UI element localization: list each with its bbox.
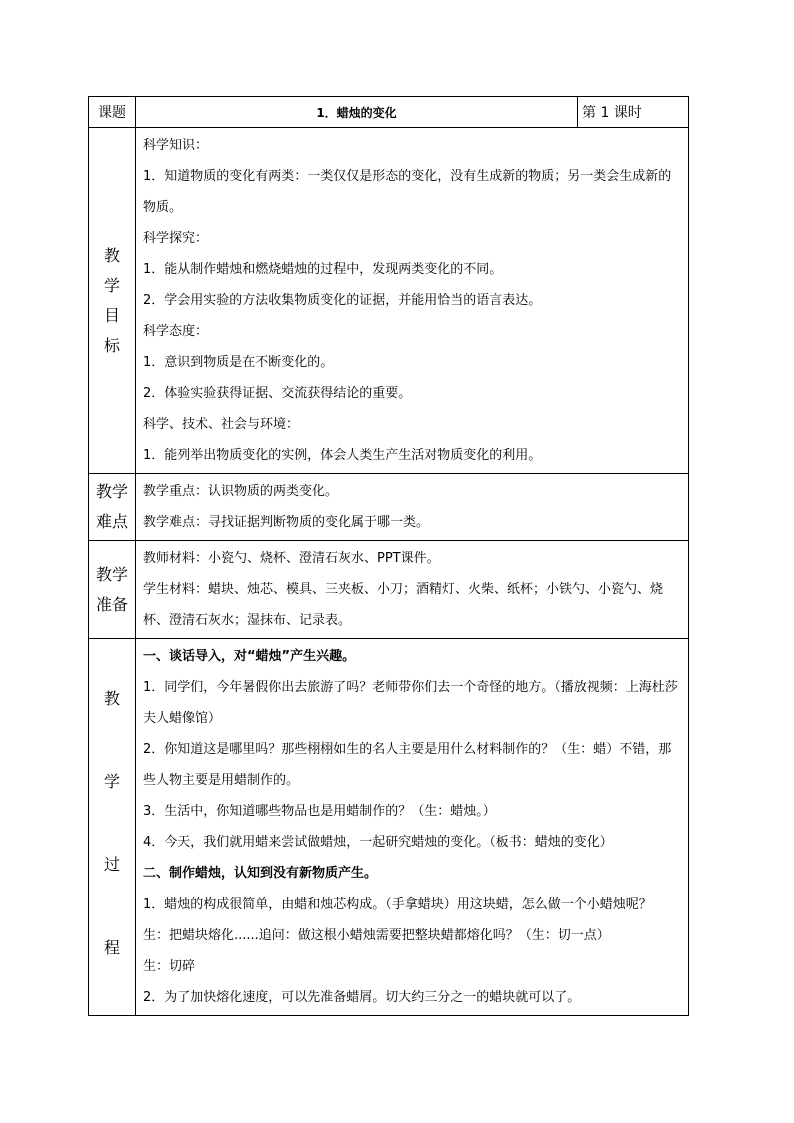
label-char: 程 [103, 938, 120, 957]
objectives-content [136, 128, 689, 474]
process-line: 2．为了加快熔化速度，可以先准备蜡屑。切大约三分之一的蜡块就可以了。 [143, 990, 581, 1005]
objective-line: 2．体验实验获得证据、交流获得结论的重要。 [143, 386, 412, 401]
header-row [89, 97, 689, 128]
process-line: 生：把蜡块熔化......追问：做这根小蜡烛需要把整块蜡都熔化吗？（生：切一点） [143, 928, 610, 943]
key-point-line: 教学难点：寻找证据判断物质的变化属于哪一类。 [143, 515, 430, 530]
preparation-row [89, 541, 689, 639]
key-points-label [89, 474, 136, 541]
process-line: 1．蜡烛的构成很简单，由蜡和烛芯构成。（手拿蜡块）用这块蜡，怎么做一个小蜡烛呢？ [143, 897, 652, 912]
process-line: 3．生活中，你知道哪些物品也是用蜡制作的？（生：蜡烛。） [143, 804, 496, 819]
objectives-row [89, 128, 689, 474]
objective-line: 科学、技术、社会与环境： [143, 417, 300, 432]
objectives-label [89, 128, 136, 474]
label-line: 教学 [95, 482, 128, 501]
label-line: 准备 [95, 594, 128, 614]
process-line: 2．你知道这是哪里吗？那些栩栩如生的名人主要是用什么材料制作的？（生：蜡）不错，那些人物主要是用蜡制作的。 [143, 742, 672, 788]
label-char: 教 [103, 689, 120, 708]
preparation-label [89, 541, 136, 639]
process-line: 生：切碎 [143, 959, 196, 974]
label-line: 教学 [95, 564, 128, 584]
objective-line: 1．知道物质的变化有两类：一类仅仅是形态的变化，没有生成新的物质；另一类会生成新的物质。 [143, 169, 672, 215]
objective-line: 1．意识到物质是在不断变化的。 [143, 355, 334, 370]
process-label [89, 639, 136, 1016]
objective-line: 2．学会用实验的方法收集物质变化的证据，并能用恰当的语言表达。 [143, 293, 542, 308]
label-line: 难点 [95, 512, 128, 531]
objective-line: 1．能从制作蜡烛和燃烧蜡烛的过程中，发现两类变化的不同。 [143, 262, 503, 277]
process-row [89, 639, 689, 1016]
process-content [136, 639, 689, 1016]
key-point-line: 教学重点：认识物质的两类变化。 [143, 484, 339, 499]
label-char: 学 [103, 772, 120, 791]
lesson-title: 1．蜡烛的变化 [136, 97, 578, 128]
objective-line: 科学知识： [143, 138, 209, 153]
preparation-line: 教师材料：小瓷勺、烧杯、澄清石灰水、PPT课件。 [143, 551, 440, 566]
objective-line: 1．能列举出物质变化的实例，体会人类生产生活对物质变化的利用。 [143, 448, 542, 463]
process-line: 4．今天，我们就用蜡来尝试做蜡烛，一起研究蜡烛的变化。（板书：蜡烛的变化） [143, 835, 613, 850]
process-section-heading: 一、谈话导入，对“蜡烛”产生兴趣。 [143, 649, 356, 664]
preparation-line: 学生材料：蜡块、烛芯、模具、三夹板、小刀；酒精灯、火柴、纸杯；小铁勺、小瓷勺、烧杯、澄清石灰水；湿抹布、记录表。 [143, 582, 664, 628]
label-char: 过 [103, 855, 120, 874]
process-section-heading: 二、制作蜡烛，认知到没有新物质产生。 [143, 866, 378, 881]
process-line: 1．同学们，今年暑假你出去旅游了吗？老师带你们去一个奇怪的地方。（播放视频：上海杜莎夫人蜡像馆） [143, 680, 678, 726]
lesson-plan-table [88, 96, 689, 1016]
preparation-content [136, 541, 689, 639]
key-points-row [89, 474, 689, 541]
topic-label: 课题 [89, 97, 136, 128]
label-char: 标 [103, 335, 120, 355]
label-char: 目 [103, 305, 120, 325]
label-char: 学 [103, 275, 120, 295]
label-char: 教 [103, 245, 120, 265]
lesson-period: 第 1 课时 [578, 97, 689, 128]
key-points-content [136, 474, 689, 541]
objective-line: 科学态度： [143, 324, 209, 339]
objective-line: 科学探究： [143, 231, 209, 246]
